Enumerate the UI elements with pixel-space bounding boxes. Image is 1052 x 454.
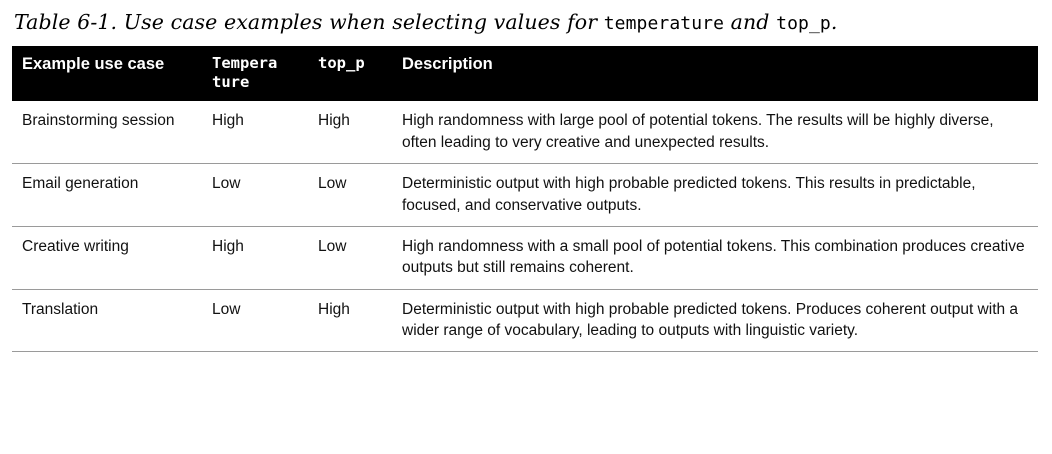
cell-use-case: Creative writing <box>12 226 202 289</box>
column-header-use-case: Example use case <box>12 46 202 102</box>
table-row <box>12 226 1038 289</box>
cell-description: High randomness with a small pool of potential tokens. This combination produces creative outputs but still remains coherent. <box>392 226 1038 289</box>
table-caption <box>14 10 1040 36</box>
caption-code-temperature: temperature <box>603 13 725 34</box>
caption-code-top-p: top_p <box>776 13 831 34</box>
table-row <box>12 289 1038 352</box>
cell-description: High randomness with large pool of potential tokens. The results will be highly diverse, often leading to very creative and unexpected results. <box>392 101 1038 163</box>
cell-temperature: High <box>202 101 308 163</box>
cell-top-p: Low <box>308 226 392 289</box>
table-header <box>12 46 1038 102</box>
cell-use-case: Email generation <box>12 164 202 227</box>
caption-middle: and <box>724 10 777 34</box>
cell-description: Deterministic output with high probable predicted tokens. Produces coherent output with a wider range of vocabulary, leading to outputs with linguistic variety. <box>392 289 1038 352</box>
use-case-table <box>12 46 1038 353</box>
table-row <box>12 164 1038 227</box>
cell-temperature: Low <box>202 289 308 352</box>
table-body <box>12 101 1038 352</box>
cell-top-p: Low <box>308 164 392 227</box>
table-header-row <box>12 46 1038 102</box>
column-header-temperature: Tempera ture <box>202 46 308 102</box>
cell-temperature: Low <box>202 164 308 227</box>
table-row <box>12 101 1038 163</box>
caption-prefix: Table 6-1. Use case examples when selecting values for <box>14 10 604 34</box>
cell-description: Deterministic output with high probable predicted tokens. This results in predictable, focused, and conservative outputs. <box>392 164 1038 227</box>
column-header-description: Description <box>392 46 1038 102</box>
column-header-top-p: top_p <box>308 46 392 102</box>
cell-use-case: Brainstorming session <box>12 101 202 163</box>
cell-top-p: High <box>308 289 392 352</box>
cell-temperature: High <box>202 226 308 289</box>
cell-top-p: High <box>308 101 392 163</box>
cell-use-case: Translation <box>12 289 202 352</box>
caption-suffix: . <box>830 10 838 34</box>
